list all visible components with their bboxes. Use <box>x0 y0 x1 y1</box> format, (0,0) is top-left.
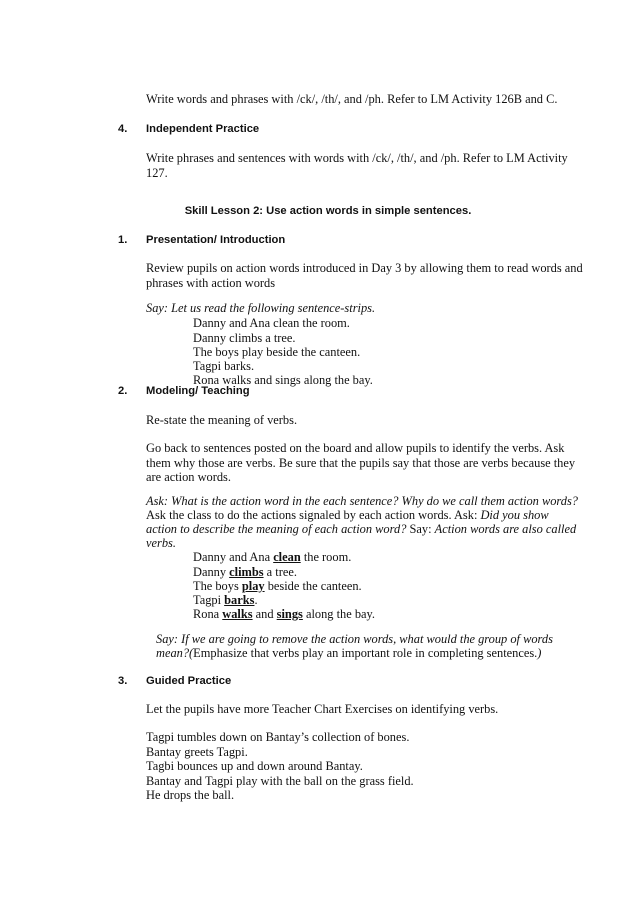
ask-line-2 <box>146 508 549 523</box>
verb-sentence-5-post: along the bay. <box>302 607 376 621</box>
guided-intro: Let the pupils have more Teacher Chart Exercises on identifying verbs. <box>146 702 499 716</box>
guided-line-2: Bantay greets Tagpi. <box>146 745 248 759</box>
say-remove-line-2 <box>156 646 541 661</box>
goback-line-3: are action words. <box>146 470 231 484</box>
verb-barks: barks <box>224 593 255 607</box>
verb-climbs: climbs <box>229 565 264 579</box>
verb-sentence-5-mid: and <box>252 607 277 621</box>
independent-line-2: 127. <box>146 166 168 180</box>
guided-line-3: Tagbi bounces up and down around Bantay. <box>146 759 363 773</box>
ask-line-3-say: Say: <box>406 522 435 536</box>
say-sentence-strips: Say: Let us read the following sentence-strips. <box>146 301 376 315</box>
verb-sentence-3 <box>193 579 362 594</box>
section-number-1: 1. <box>118 234 128 246</box>
guided-line-5: He drops the ball. <box>146 788 235 802</box>
sentence-strip-5: Rona walks and sings along the bay. <box>193 373 373 387</box>
goback-line-1: Go back to sentences posted on the board and allow pupils to identify the verbs. Ask <box>146 441 565 455</box>
ask-line-2-plain: Ask the class to do the actions signaled by each action words. Ask: <box>146 508 481 522</box>
verb-sentence-1 <box>193 550 351 565</box>
section-number-2: 2. <box>118 385 128 397</box>
verb-sentence-4-pre: Tagpi <box>193 593 225 607</box>
sentence-strip-2: Danny climbs a tree. <box>193 331 296 345</box>
sentence-strip-4: Tagpi barks. <box>193 359 255 373</box>
intro-line: Write words and phrases with /ck/, /th/, and /ph. Refer to LM Activity 126B and C. <box>146 92 558 106</box>
ask-line-1: Ask: What is the action word in the each sentence? Why do we call them action words? <box>146 494 578 508</box>
verb-sentence-1-post: the room. <box>300 550 352 564</box>
say-remove-end: ) <box>537 646 542 660</box>
verb-walks: walks <box>222 607 253 621</box>
ask-line-3 <box>146 522 576 537</box>
goback-line-2: them why those are verbs. Be sure that the pupils say that those are verbs because they <box>146 456 576 470</box>
ask-line-3-italic-2: Action words are also called <box>434 522 577 536</box>
verb-sings: sings <box>276 607 303 621</box>
verb-sentence-4-post: . <box>254 593 258 607</box>
ask-line-2-italic: Did you show <box>480 508 549 522</box>
sentence-strip-3: The boys play beside the canteen. <box>193 345 361 359</box>
review-line-1: Review pupils on action words introduced in Day 3 by allowing them to read words and <box>146 261 583 275</box>
sentence-strip-1: Danny and Ana clean the room. <box>193 316 350 330</box>
skill-lesson-heading: Skill Lesson 2: Use action words in simple sentences. <box>184 205 472 217</box>
verb-sentence-5-pre: Rona <box>193 607 223 621</box>
verb-play: play <box>241 579 265 593</box>
guided-line-4: Bantay and Tagpi play with the ball on the grass field. <box>146 774 414 788</box>
say-remove-plain: Emphasize that verbs play an important role in completing sentences. <box>193 646 538 660</box>
verb-sentence-3-pre: The boys <box>193 579 242 593</box>
independent-line-1: Write phrases and sentences with words with /ck/, /th/, and /ph. Refer to LM Activity <box>146 151 568 165</box>
verb-sentence-2 <box>193 565 297 580</box>
independent-practice-heading: Independent Practice <box>146 123 260 135</box>
section-number-3: 3. <box>118 675 128 687</box>
guided-line-1: Tagpi tumbles down on Bantay’s collection of bones. <box>146 730 410 744</box>
modeling-heading: Modeling/ Teaching <box>146 385 250 397</box>
say-remove-italic: mean?( <box>156 646 194 660</box>
review-line-2: phrases with action words <box>146 276 276 290</box>
restate-line: Re-state the meaning of verbs. <box>146 413 298 427</box>
verb-sentence-2-pre: Danny <box>193 565 230 579</box>
verb-sentence-1-pre: Danny and Ana <box>193 550 274 564</box>
presentation-heading: Presentation/ Introduction <box>146 234 286 246</box>
verb-sentence-3-post: beside the canteen. <box>264 579 362 593</box>
verb-sentence-2-post: a tree. <box>263 565 297 579</box>
verb-clean: clean <box>273 550 301 564</box>
verb-sentence-4 <box>193 593 258 608</box>
section-number-4: 4. <box>118 123 128 135</box>
verb-sentence-5 <box>193 607 375 622</box>
ask-line-4: verbs. <box>146 536 176 550</box>
ask-line-3-italic: action to describe the meaning of each action word? <box>146 522 407 536</box>
guided-practice-heading: Guided Practice <box>146 675 232 687</box>
say-remove-line-1: Say: If we are going to remove the action words, what would the group of words <box>156 632 553 646</box>
